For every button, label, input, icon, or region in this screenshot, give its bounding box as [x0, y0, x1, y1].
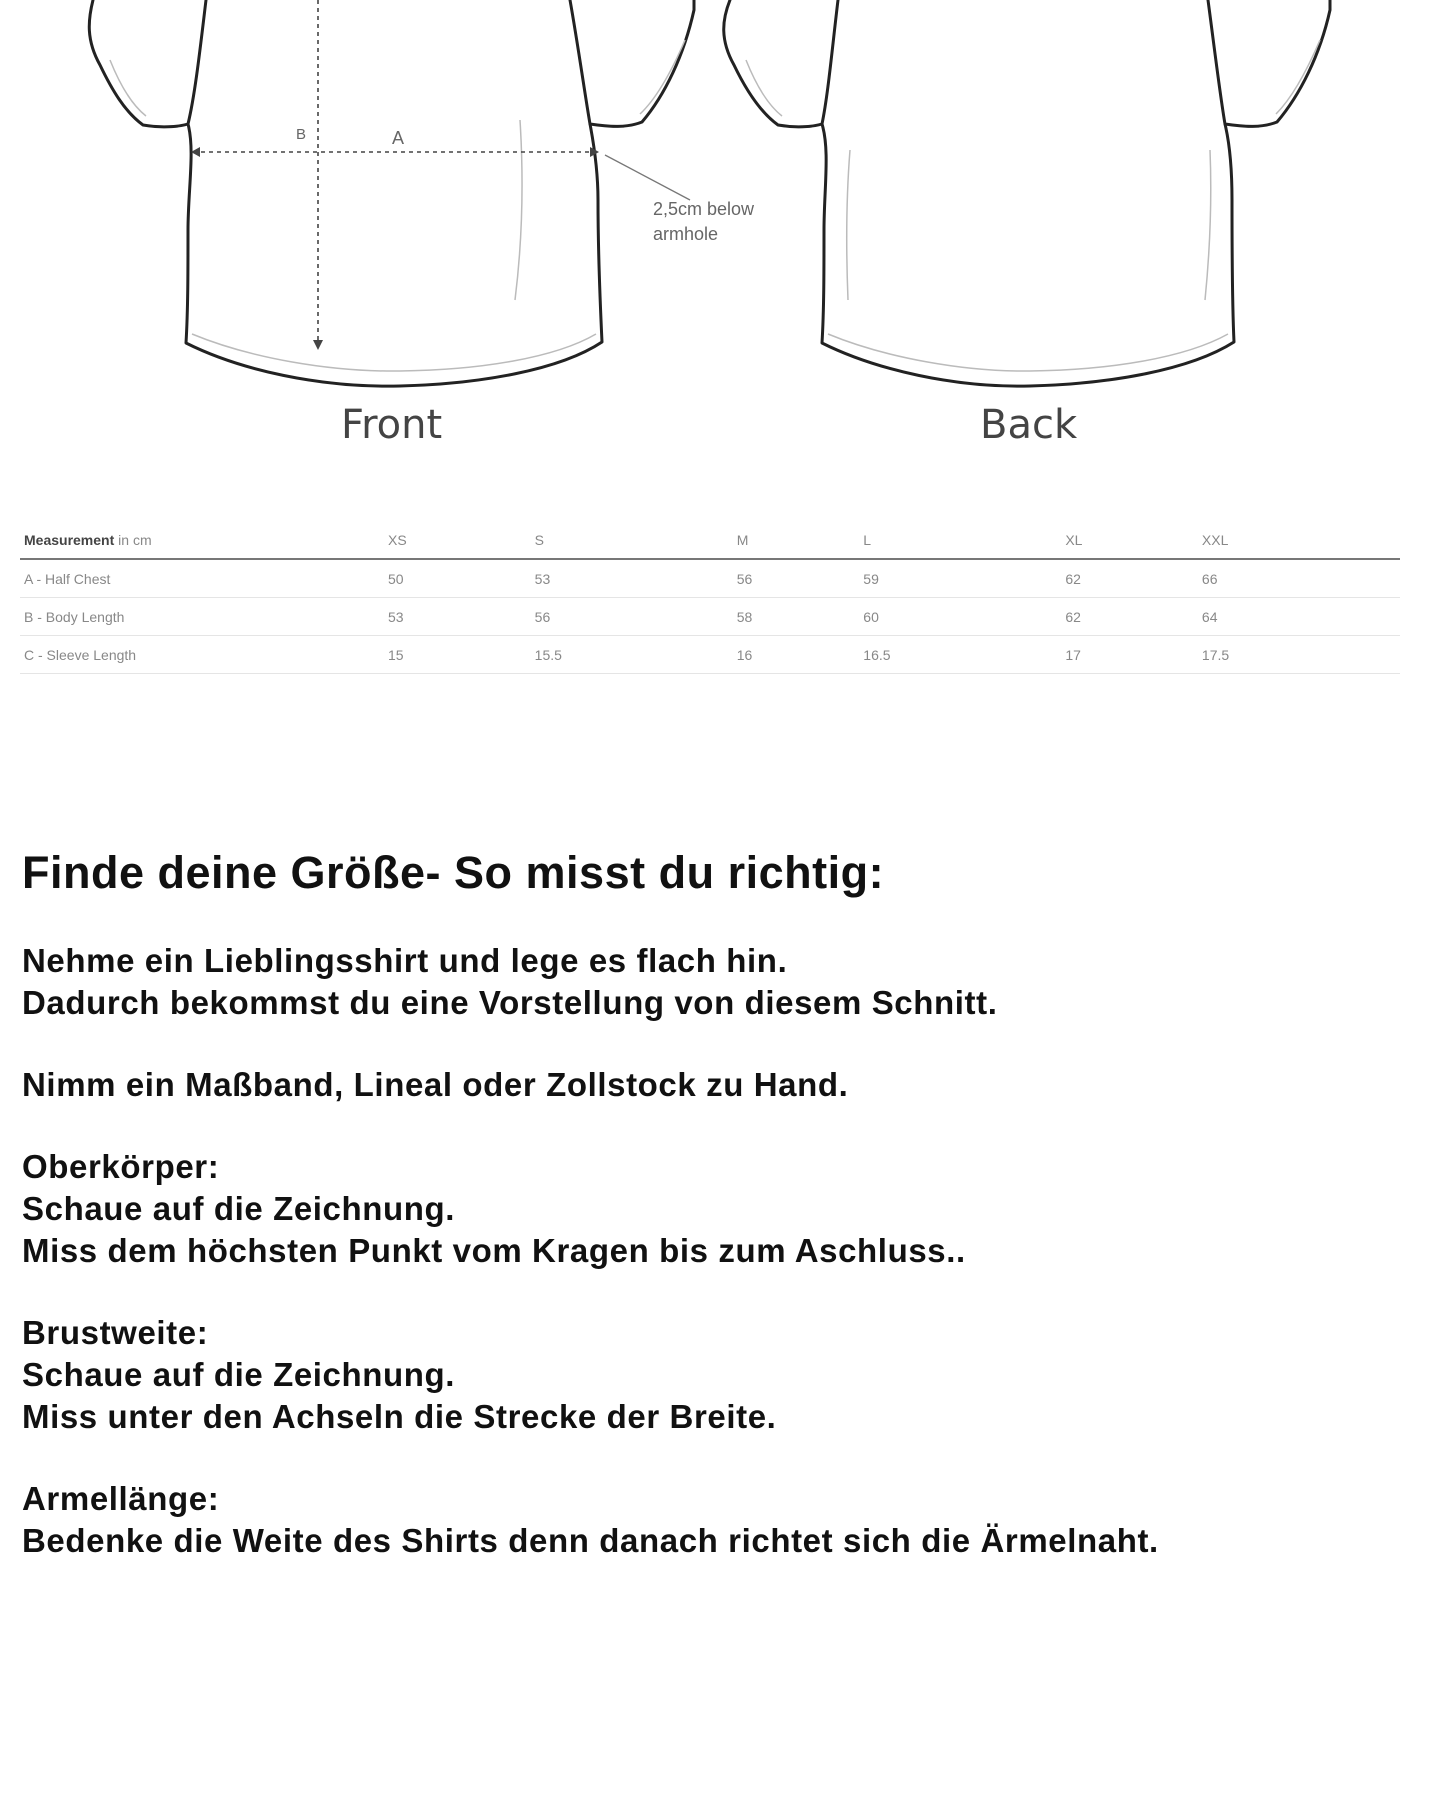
armhole-note-line1: 2,5cm below: [653, 199, 755, 219]
table-cell: 53: [534, 570, 551, 587]
section-heading-brustweite: Brustweite:: [22, 1314, 209, 1351]
table-cell: 16.5: [863, 646, 891, 663]
front-shirt-outline: [89, 0, 694, 386]
table-cell: 17: [1065, 646, 1081, 663]
table-cell: 62: [1065, 570, 1081, 587]
instruction-line: Schaue auf die Zeichnung.: [22, 1356, 456, 1393]
row-label: B - Body Length: [24, 608, 125, 625]
table-cell: 50: [388, 570, 404, 587]
instruction-line: Bedenke die Weite des Shirts denn danach richtet sich die Ärmelnaht.: [22, 1522, 1159, 1559]
row-label: C - Sleeve Length: [24, 646, 137, 663]
back-label: Back: [980, 402, 1078, 448]
row-label: A - Half Chest: [24, 570, 111, 587]
table-header-measurement: [20, 521, 384, 559]
size-header: XXL: [1201, 531, 1229, 548]
instructions: [22, 846, 1422, 1602]
table-cell: 59: [863, 570, 879, 587]
size-header: XS: [388, 531, 407, 548]
measurement-label-b: B: [296, 126, 307, 143]
page-title: Finde deine Größe- So misst du richtig:: [22, 847, 885, 898]
instruction-line: Miss unter den Achseln die Strecke der Breite.: [22, 1398, 777, 1435]
section-heading-oberkoerper: Oberkörper:: [22, 1148, 220, 1185]
table-row: [20, 559, 1400, 598]
table-cell: 53: [388, 608, 404, 625]
table-header-row: [20, 521, 1400, 559]
table-cell: 16: [736, 646, 753, 663]
instruction-paragraph: [22, 1064, 1422, 1106]
table-cell: 56: [736, 570, 753, 587]
instruction-paragraph: [22, 1146, 1422, 1272]
measurement-label-a: A: [392, 128, 405, 148]
instruction-line: Miss dem höchsten Punkt vom Kragen bis zum Aschluss..: [22, 1232, 966, 1269]
size-header: L: [863, 531, 872, 548]
armhole-note-line2: armhole: [653, 224, 719, 244]
instruction-paragraph: [22, 1312, 1422, 1438]
instruction-line: Schaue auf die Zeichnung.: [22, 1190, 456, 1227]
table-cell: 17.5: [1201, 646, 1230, 663]
size-header: XL: [1065, 531, 1083, 548]
table-row: [20, 636, 1400, 674]
armhole-note: [653, 197, 813, 247]
instruction-line: Nehme ein Lieblingsshirt und lege es flach hin.: [22, 942, 788, 979]
size-header: M: [736, 531, 749, 548]
size-table: [20, 521, 1400, 674]
instruction-paragraph: [22, 1478, 1422, 1562]
table-cell: 58: [736, 608, 753, 625]
tshirt-diagram: [0, 0, 1440, 470]
table-cell: 15: [388, 646, 404, 663]
measurement-header: Measurement: [24, 531, 115, 548]
table-cell: 60: [863, 608, 879, 625]
table-cell: 66: [1201, 570, 1218, 587]
back-shirt-outline: [724, 0, 1330, 386]
table-cell: 15.5: [534, 646, 562, 663]
size-header: S: [534, 531, 545, 548]
instruction-line: Nimm ein Maßband, Lineal oder Zollstock zu Hand.: [22, 1066, 849, 1103]
instruction-paragraph: [22, 940, 1422, 1024]
table-cell: 64: [1201, 608, 1218, 625]
table-row: [20, 598, 1400, 636]
instruction-line: Dadurch bekommst du eine Vorstellung von diesem Schnitt.: [22, 984, 998, 1021]
front-label: Front: [341, 402, 443, 448]
section-heading-armellaenge: Armellänge:: [22, 1480, 220, 1517]
unit-header: in cm: [118, 531, 152, 548]
table-cell: 56: [534, 608, 551, 625]
table-cell: 62: [1065, 608, 1081, 625]
